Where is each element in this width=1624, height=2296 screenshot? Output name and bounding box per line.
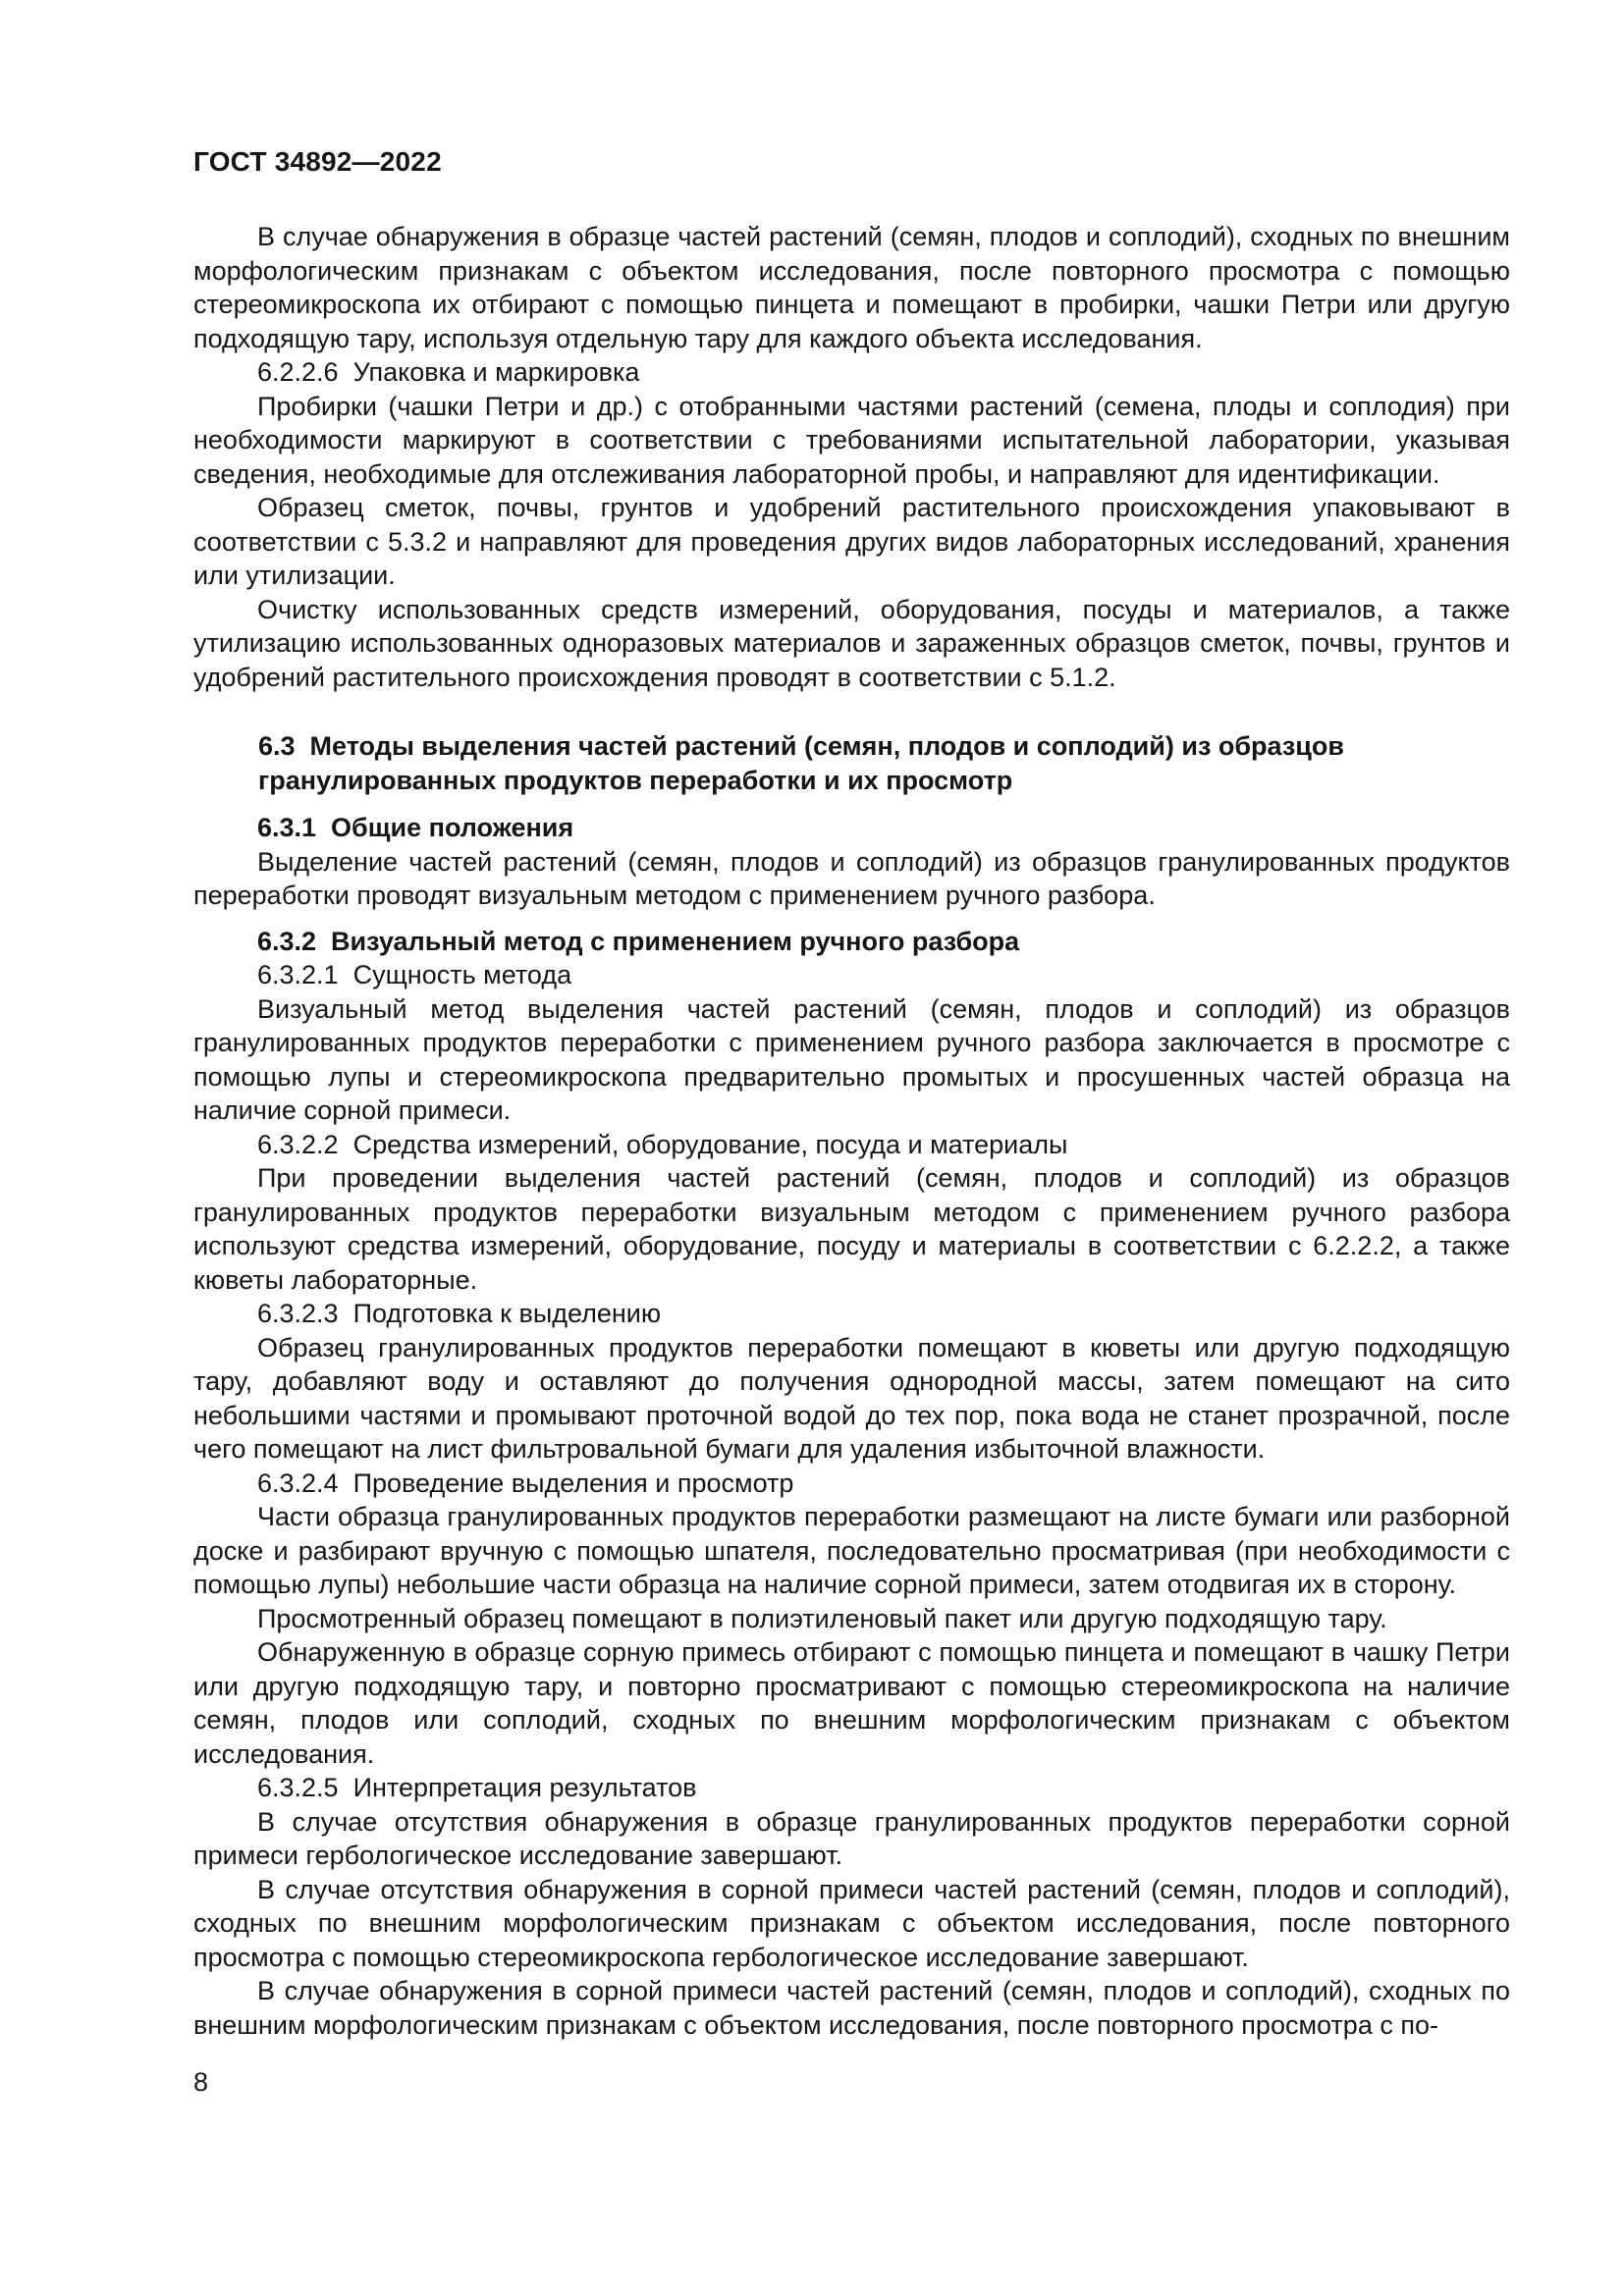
- document-header: ГОСТ 34892—2022: [193, 146, 442, 177]
- paragraph: В случае обнаружения в образце частей растений (семян, плодов и соплодий), сходных по внешним морфологическим признакам с объектом исследования, после повторного просмотра с помощью стереомикроскопа их отбирают с помощью пинцета и помещают в пробирки, чашки Петри или другую подходящую тару, используя отдельную тару для каждого объекта исследования.: [193, 222, 1510, 353]
- paragraph: Образец гранулированных продуктов переработки помещают в кюветы или другую подходящую тару, добавляют воду и оставляют до получения однородной массы, затем помещают на сито небольшими частями и промывают проточной водой до тех пор, пока вода не станет прозрачной, после чего помещают на лист фильтровальной бумаги для удаления избыточной влажности.: [193, 1332, 1510, 1464]
- paragraph: В случае отсутствия обнаружения в образце гранулированных продуктов переработки сорной примеси гербологическое исследование завершают.: [193, 1806, 1510, 1870]
- document-body: [193, 220, 1510, 2042]
- heading-6-3-1: 6.3.1 Общие положения: [257, 813, 574, 842]
- paragraph: В случае обнаружения в сорной примеси частей растений (семян, плодов и соплодий), сходных по внешним морфологическим признакам с объектом исследования, после повторного просмотра с по-: [193, 1976, 1510, 2040]
- paragraph: Образец сметок, почвы, грунтов и удобрений растительного происхождения упаковывают в соответствии с 5.3.2 и направляют для проведения других видов лабораторных исследований, хранения или утилизации.: [193, 493, 1510, 590]
- paragraph: Части образца гранулированных продуктов переработки размещают на листе бумаги или разборной доске и разбирают вручную с помощью шпателя, последовательно просматривая (при необходимости с помощью лупы) небольшие части образца на наличие сорной примеси, затем отодвигая их в сторону.: [193, 1502, 1510, 1599]
- paragraph: Пробирки (чашки Петри и др.) с отобранными частями растений (семена, плоды и соплодия) при необходимости маркируют в соответствии с требованиями испытательной лаборатории, указывая сведения, необходимые для отслеживания лабораторной пробы, и направляют для идентификации.: [193, 391, 1510, 489]
- paragraph: Выделение частей растений (семян, плодов и соплодий) из образцов гранулированных продуктов переработки проводят визуальным методом с применением ручного разбора.: [193, 846, 1510, 910]
- clause-6-3-2-1: 6.3.2.1 Сущность метода: [257, 960, 572, 989]
- clause-6-2-2-6: 6.2.2.6 Упаковка и маркировка: [257, 357, 640, 387]
- page-number: 8: [193, 2067, 209, 2097]
- paragraph: Очистку использованных средств измерений, оборудования, посуды и материалов, а также утилизацию использованных одноразовых материалов и зараженных образцов сметок, почвы, грунтов и удобрений растительного происхождения проводят в соответствии с 5.1.2.: [193, 594, 1510, 692]
- clause-6-3-2-3: 6.3.2.3 Подготовка к выделению: [257, 1299, 662, 1328]
- clause-6-3-2-4: 6.3.2.4 Проведение выделения и просмотр: [257, 1468, 794, 1498]
- clause-6-3-2-2: 6.3.2.2 Средства измерений, оборудование, посуда и материалы: [257, 1129, 1068, 1159]
- clause-6-3-2-5: 6.3.2.5 Интерпретация результатов: [257, 1773, 697, 1802]
- paragraph: Визуальный метод выделения частей растений (семян, плодов и соплодий) из образцов гранулированных продуктов переработки с применением ручного разбора заключается в просмотре с помощью лупы и стереомикроскопа предварительно промытых и просушенных частей образца на наличие сорной примеси.: [193, 993, 1510, 1125]
- heading-6-3: 6.3 Методы выделения частей растений (семян, плодов и соплодий) из образцов гранулированных продуктов переработки и их просмотр: [258, 731, 1344, 795]
- paragraph: Просмотренный образец помещают в полиэтиленовый пакет или другую подходящую тару.: [257, 1603, 1387, 1633]
- heading-6-3-2: 6.3.2 Визуальный метод с применением ручного разбора: [257, 926, 1020, 956]
- paragraph: При проведении выделения частей растений (семян, плодов и соплодий) из образцов гранулированных продуктов переработки визуальным методом с применением ручного разбора используют средства измерений, оборудование, посуду и материалы в соответствии с 6.2.2.2, а также кюветы лабораторные.: [193, 1163, 1510, 1295]
- paragraph: Обнаруженную в образце сорную примесь отбирают с помощью пинцета и помещают в чашку Петри или другую подходящую тару, и повторно просматривают с помощью стереомикроскопа на наличие семян, плодов или соплодий, сходных по внешним морфологическим признакам с объектом исследования.: [193, 1637, 1510, 1769]
- paragraph: В случае отсутствия обнаружения в сорной примеси частей растений (семян, плодов и соплодий), сходных по внешним морфологическим признакам с объектом исследования, после повторного просмотра с помощью стереомикроскопа гербологическое исследование завершают.: [193, 1874, 1510, 1972]
